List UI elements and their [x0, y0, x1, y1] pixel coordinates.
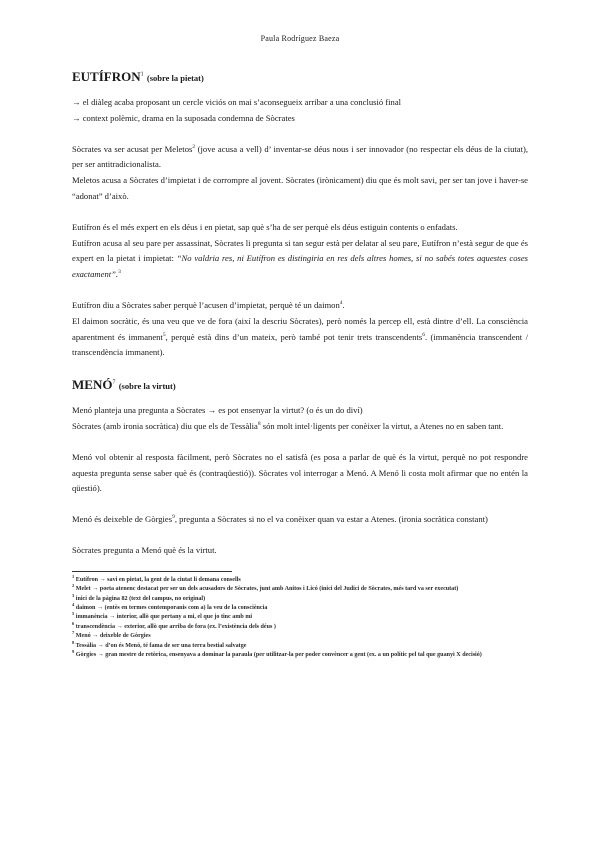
paragraph: Menó planteja una pregunta a Sòcrates → es pot ensenyar la virtut? (o és un do diví)	[72, 405, 363, 416]
footnote: $^2$ Melet → poeta atenenc destacat per ser un dels acusadors de Sòcrates, junt amb Anitos i Licó (inici del Judici de Sòcrates, més tard va ser executat)	[72, 583, 459, 593]
footnote-ref[interactable]: 7	[112, 379, 116, 386]
footnote: $^9$ Gòrgies → gran mestre de retòrica, ensenyava a dominar la paraula (per utilitzar-la per poder convèncer a gent (ex. a un polític pel tal que guanyi X decisió)	[72, 648, 482, 658]
section-title: EUTÍFRON	[72, 69, 141, 84]
footnote-divider	[72, 571, 232, 572]
footnote: $^1$ Eutífron → savi en pietat, la gent de la ciutat li demana consells	[72, 573, 241, 583]
quote: “No valdria res, ni Eutífron es distingiria en res dels altres homes, si no sabés totes aquestes coses exactament”.	[72, 253, 528, 280]
footnote-ref[interactable]: 1	[140, 71, 144, 78]
paragraph: Sòcrates pregunta a Menó què és la virtut.	[72, 544, 217, 555]
paragraph: El daimon socràtic, és una veu que ve de fora (així la descriu Sòcrates), però només la percep ell, està dintre d’ell. La consciència aparentment és immanent$^5$, perquè està dins d’un mateix, però també pot tenir trets transcendents$^6$. (immanència transcendent / transcendència immanent).	[72, 315, 528, 358]
footnote: $^6$ transcendència → exterior, allò que arriba de fora (ex. l’existència dels déus )	[72, 620, 276, 630]
footnote: $^5$ immanència → interior, allò que pertany a mi, el que jo tinc amb mi	[72, 611, 253, 621]
footnote-ref[interactable]: 4	[339, 300, 343, 307]
footnote-ref[interactable]: 5	[162, 331, 166, 338]
footnote-ref[interactable]: 8	[257, 421, 261, 428]
paragraph: Eutífron acusa al seu pare per assassinat, Sòcrates li pregunta si tan segur està per delatar al seu pare, Eutífron n’està segur de que és expert en la pietat i impietat: “No valdria res, ni Eutífron es distingiria en res dels altres homes, si no sabés totes aquestes coses exactament”.$^3$	[72, 237, 528, 280]
footnote-ref[interactable]: 3	[118, 269, 121, 276]
arrow-line: → el diàleg acaba proposant un cercle viciós on mai s’aconsegueix arribar a una conclusió final	[72, 97, 402, 107]
footnote: $^4$ daimon → (entès en termes contemporanis com a) la veu de la consciència	[72, 601, 268, 611]
arrow-line: → context polèmic, drama en la suposada condemna de Sòcrates	[72, 112, 295, 123]
footnote-ref[interactable]: 2	[192, 143, 196, 150]
footnote: $^3$ inici de la pàgina 82 (text del campus, no original)	[72, 592, 206, 602]
footnote-ref[interactable]: 9	[172, 514, 175, 521]
paragraph: Eutífron diu a Sòcrates saber perquè l’acusen d’impietat, perquè té un daimon$^4$.	[72, 299, 345, 310]
paragraph: Sòcrates va ser acusat per Meletos$^2$ (jove acusa a vell) d’ inventar-se déus nous i ser innovador (no respectar els déus de la ciutat), per ser antitradicionalista.	[72, 143, 528, 170]
paragraph: Sòcrates (amb ironia socràtica) diu que els de Tessàlia$^8$ són molt intel·ligents per conèixer la virtut, a Atenes no en saben tant.	[72, 420, 504, 431]
footnotes	[72, 573, 528, 661]
author-header: Paula Rodríguez Baeza	[260, 34, 340, 43]
paragraph: Menó vol obtenir al resposta fàcilment, però Sòcrates no el satisfà (es posa a parlar de què és la virtut, perquè no pot respondre aquesta pregunta sense saber què és (contraqüestió)). Sòcrates vol interrogar a Menó. A Menó li costa molt afirmar que no entén la qüestió).	[72, 451, 528, 494]
section-subtitle: (sobre la virtut)	[118, 381, 176, 392]
footnote: $^8$ Tessàlia → d’on és Menó, té fama de ser una terra bestial salvatge	[72, 639, 247, 649]
section-heading-meno	[72, 376, 528, 395]
paragraph: Meletos acusa a Sòcrates d’impietat i de corrompre al jovent. Sòcrates (irònicament) diu que és molt savi, per ser tan jove i haver-se “adonat” d’això.	[72, 175, 528, 201]
section-heading-eutifron	[72, 68, 528, 87]
paragraph: Menó és deixeble de Gòrgies$^9$, pregunta a Sòcrates si no el va conèixer quan va estar a Atenes. (ironia socràtica constant)	[72, 514, 488, 525]
paragraph: Eutífron és el més expert en els déus i en pietat, sap què s’ha de ser perquè els déus estiguin contents o enfadats.	[72, 221, 458, 232]
footnote-ref[interactable]: 6	[422, 331, 425, 338]
section-subtitle: (sobre la pietat)	[146, 73, 204, 83]
document-body	[72, 68, 528, 660]
footnote: $^7$ Menó → deixeble de Gòrgies	[72, 630, 151, 640]
section-title: MENÓ	[72, 377, 113, 393]
